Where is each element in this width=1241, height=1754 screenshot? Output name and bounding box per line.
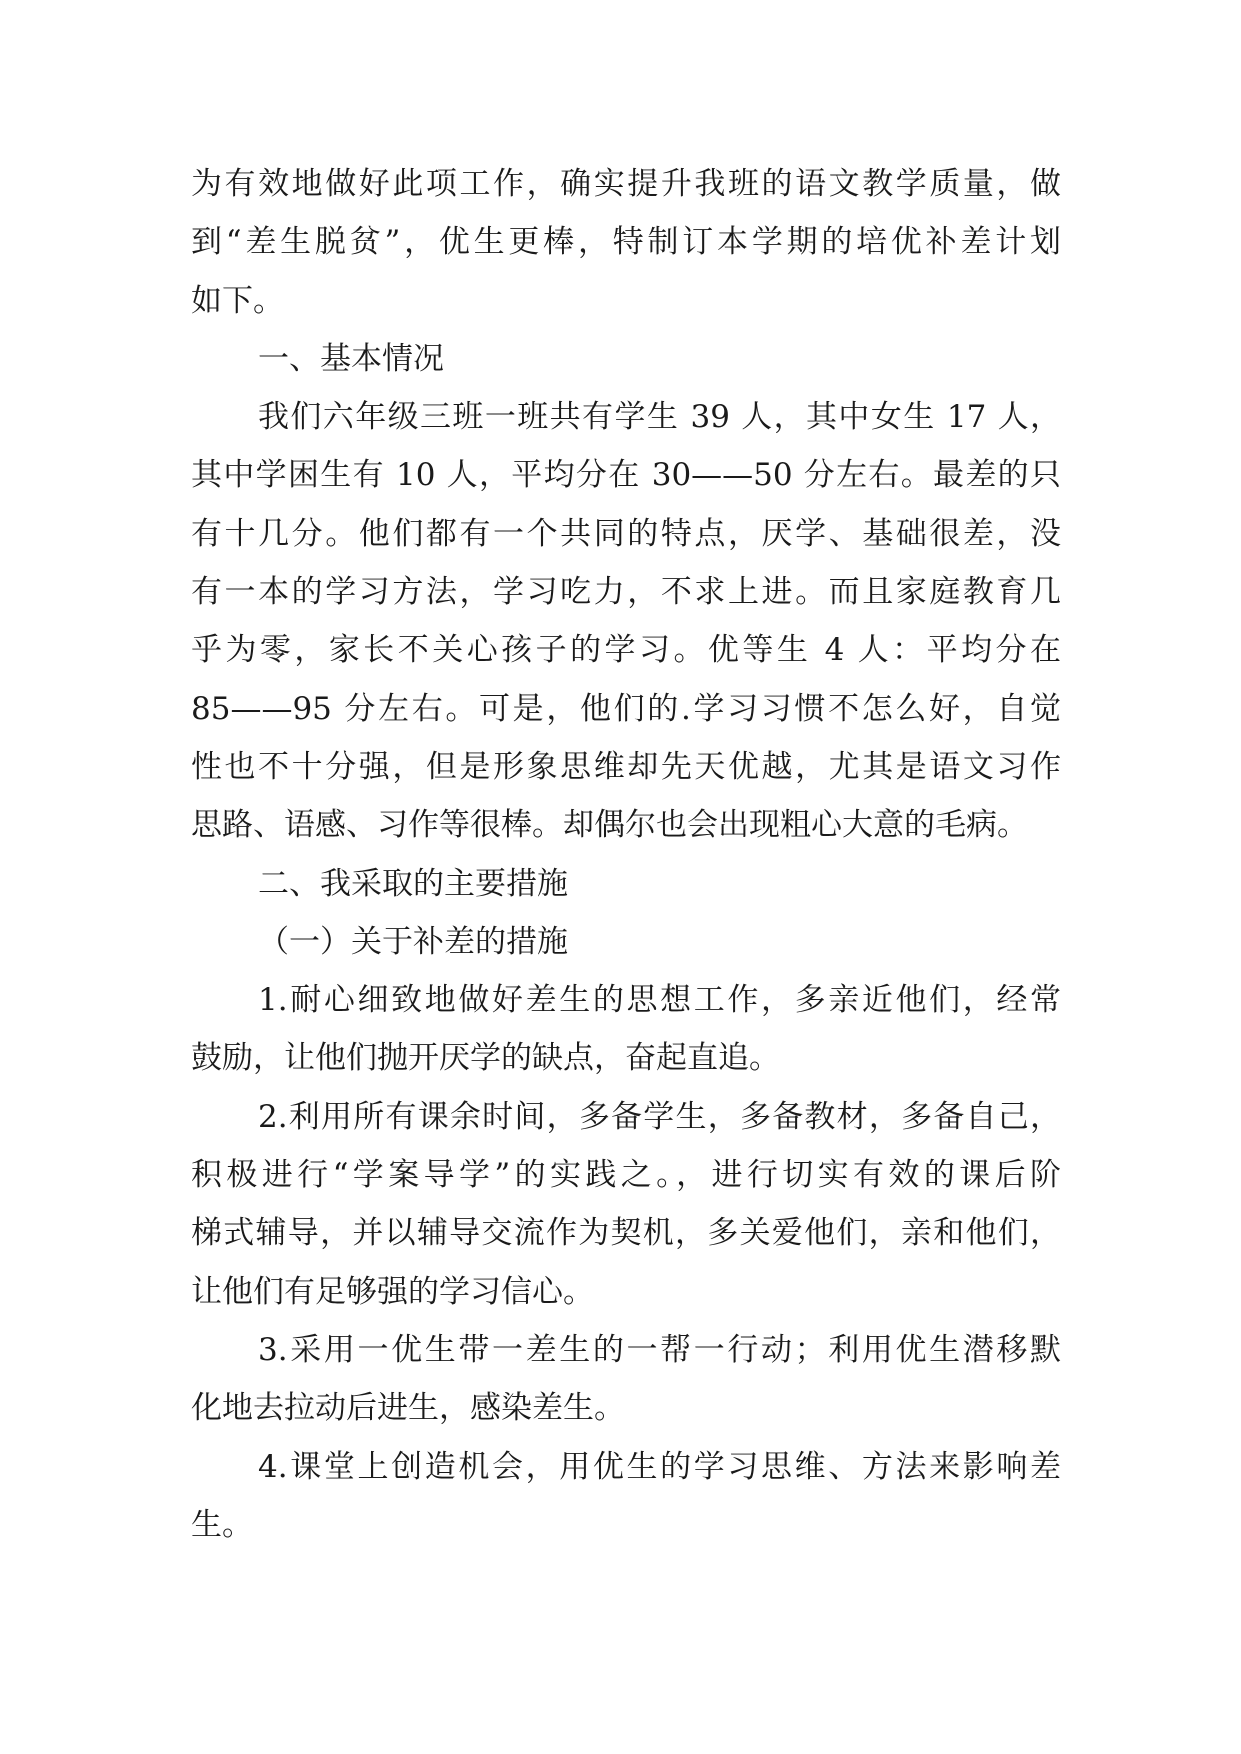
text-line: 1.耐心细致地做好差生的思想工作，多亲近他们，经常: [258, 982, 1061, 1019]
text-line: 梯式辅导，并以辅导交流作为契机，多关爱他们，亲和他们，: [191, 1215, 1061, 1252]
text-line: 如下。: [191, 282, 284, 319]
text-line: 3.采用一优生带一差生的一帮一行动；利用优生潜移默: [258, 1331, 1061, 1368]
text-line: 鼓励，让他们抛开厌学的缺点，奋起直追。: [191, 1040, 780, 1077]
text-line: 有一本的学习方法，学习吃力，不求上进。而且家庭教育几: [191, 574, 1061, 611]
text-line: 4.课堂上创造机会，用优生的学习思维、方法来影响差: [258, 1448, 1061, 1485]
section-heading: 一、基本情况: [258, 340, 444, 377]
text-line: 2.利用所有课余时间，多备学生，多备教材，多备自己，: [258, 1098, 1061, 1135]
text-line: 其中学困生有 10 人，平均分在 30——50 分左右。最差的只: [191, 457, 1061, 494]
text-line: 生。: [191, 1506, 253, 1543]
text-line: 性也不十分强，但是形象思维却先天优越，尤其是语文习作: [191, 748, 1061, 785]
text-line: 有十几分。他们都有一个共同的特点，厌学、基础很差，没: [191, 515, 1061, 552]
text-line: 积极进行“学案导学”的实践之。，进行切实有效的课后阶: [191, 1157, 1061, 1194]
body-text: [191, 155, 1061, 1554]
text-line: 到“差生脱贫”，优生更棒，特制订本学期的培优补差计划: [191, 224, 1061, 261]
text-line: 为有效地做好此项工作，确实提升我班的语文教学质量，做: [191, 166, 1061, 202]
subsection-heading: （一）关于补差的措施: [258, 923, 568, 960]
text-line: 化地去拉动后进生，感染差生。: [191, 1390, 625, 1427]
section-heading: 二、我采取的主要措施: [258, 865, 568, 902]
text-line: 思路、语感、习作等很棒。却偶尔也会出现粗心大意的毛病。: [191, 807, 1028, 844]
text-line: 85——95 分左右。可是，他们的.学习习惯不怎么好，自觉: [191, 690, 1061, 727]
text-line: 我们六年级三班一班共有学生 39 人，其中女生 17 人，: [258, 399, 1061, 436]
text-line: 让他们有足够强的学习信心。: [191, 1273, 594, 1310]
text-line: 乎为零，家长不关心孩子的学习。优等生 4 人：平均分在: [191, 632, 1061, 669]
